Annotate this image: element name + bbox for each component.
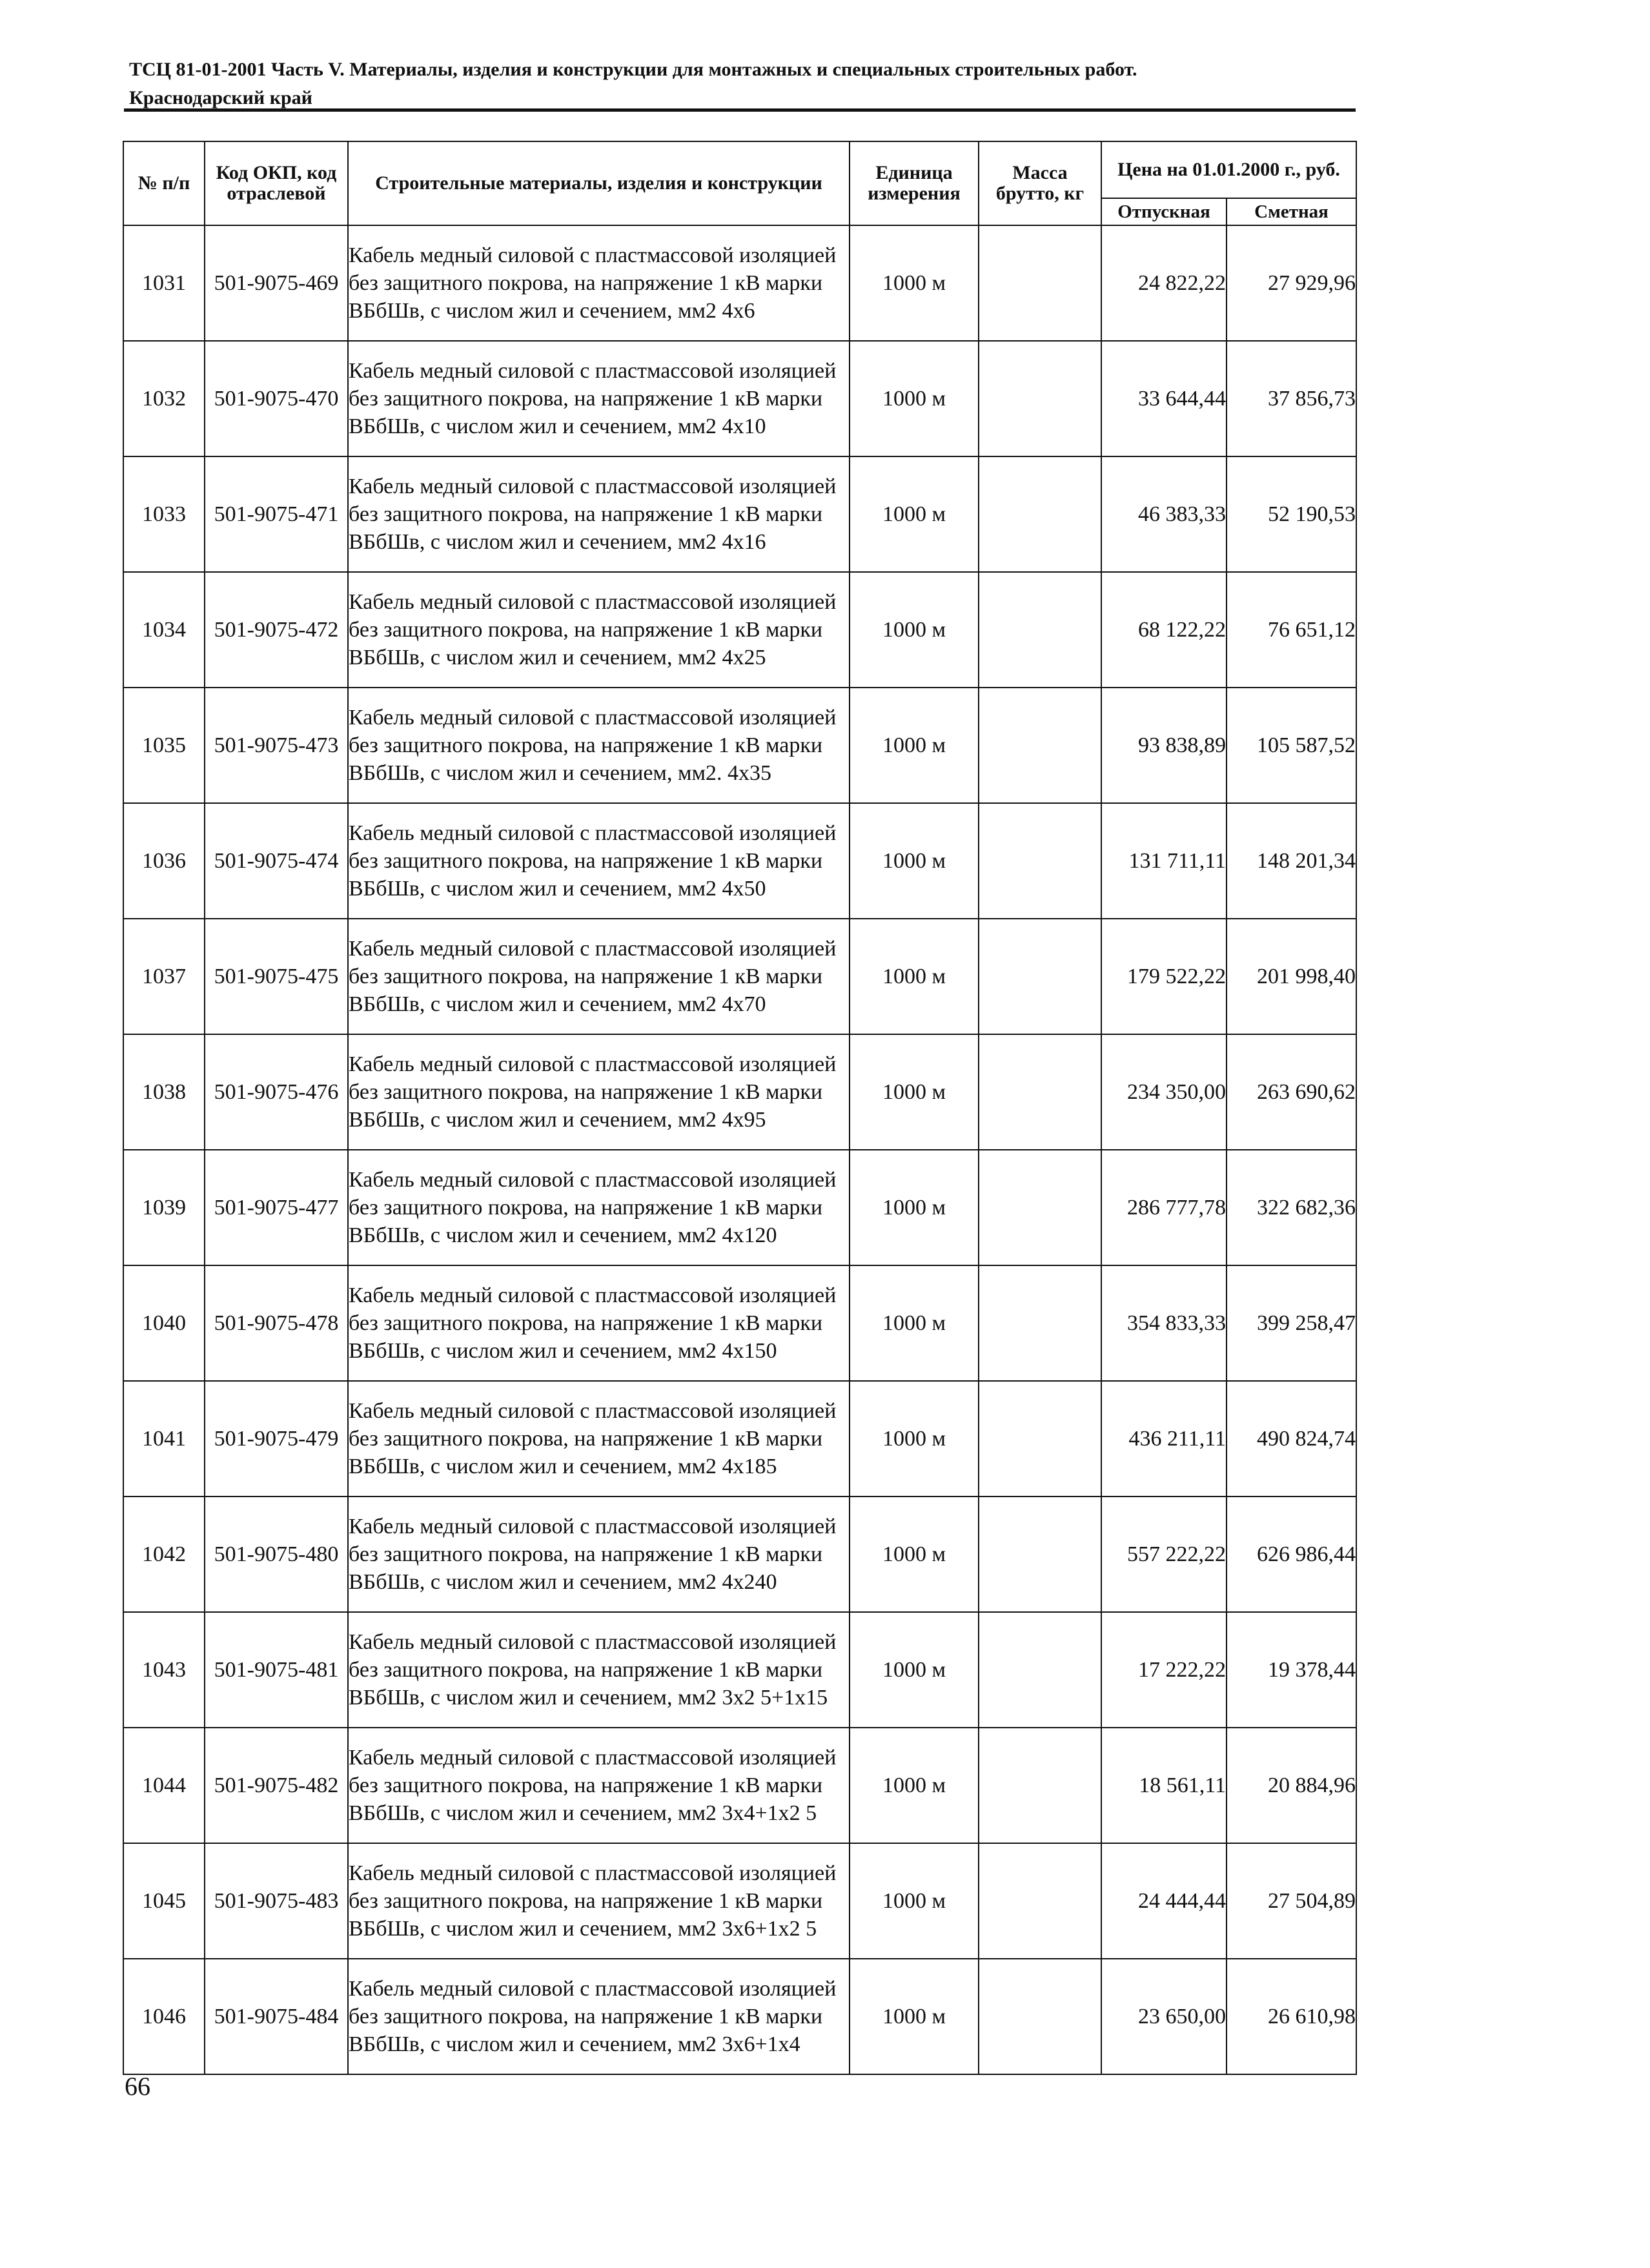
row-release-price: 354 833,33 [1101, 1265, 1227, 1381]
table-row [123, 1959, 1356, 2074]
row-unit: 1000 м [850, 1497, 979, 1612]
row-release-price: 18 561,11 [1101, 1728, 1227, 1843]
row-estimate-price: 52 190,53 [1227, 456, 1356, 572]
row-estimate-price: 322 682,36 [1227, 1150, 1356, 1265]
row-estimate-price: 20 884,96 [1227, 1728, 1356, 1843]
row-unit: 1000 м [850, 919, 979, 1034]
row-number: 1045 [123, 1843, 205, 1959]
row-mass [979, 919, 1101, 1034]
row-unit: 1000 м [850, 1843, 979, 1959]
col-num-header: № п/п [123, 141, 205, 225]
row-release-price: 23 650,00 [1101, 1959, 1227, 2074]
row-mass [979, 1612, 1101, 1728]
row-mass [979, 1959, 1101, 2074]
row-release-price: 131 711,11 [1101, 803, 1227, 919]
row-estimate-price: 148 201,34 [1227, 803, 1356, 919]
row-number: 1037 [123, 919, 205, 1034]
row-estimate-price: 19 378,44 [1227, 1612, 1356, 1728]
row-number: 1046 [123, 1959, 205, 2074]
row-description: Кабель медный силовой с пластмассовой изоляцией без защитного покрова, на напряжение 1 кВ марки ВБбШв, с числом жил и сечением, мм2 3х6+1х4 [348, 1959, 850, 2074]
row-code: 501-9075-477 [205, 1150, 348, 1265]
row-number: 1036 [123, 803, 205, 919]
row-mass [979, 803, 1101, 919]
row-description: Кабель медный силовой с пластмассовой изоляцией без защитного покрова, на напряжение 1 кВ марки ВБбШв, с числом жил и сечением, мм2 4х240 [348, 1497, 850, 1612]
row-release-price: 17 222,22 [1101, 1612, 1227, 1728]
row-description: Кабель медный силовой с пластмассовой изоляцией без защитного покрова, на напряжение 1 кВ марки ВБбШв, с числом жил и сечением, мм2 4х150 [348, 1265, 850, 1381]
row-estimate-price: 37 856,73 [1227, 341, 1356, 456]
table-row [123, 803, 1356, 919]
row-description: Кабель медный силовой с пластмассовой изоляцией без защитного покрова, на напряжение 1 кВ марки ВБбШв, с числом жил и сечением, мм2 4х16 [348, 456, 850, 572]
row-estimate-price: 27 929,96 [1227, 225, 1356, 341]
row-estimate-price: 105 587,52 [1227, 688, 1356, 803]
row-mass [979, 1150, 1101, 1265]
row-estimate-price: 201 998,40 [1227, 919, 1356, 1034]
row-unit: 1000 м [850, 572, 979, 688]
row-code: 501-9075-481 [205, 1612, 348, 1728]
row-mass [979, 341, 1101, 456]
price-table [123, 141, 1357, 2075]
row-description: Кабель медный силовой с пластмассовой изоляцией без защитного покрова, на напряжение 1 кВ марки ВБбШв, с числом жил и сечением, мм2 4х10 [348, 341, 850, 456]
row-code: 501-9075-484 [205, 1959, 348, 2074]
row-release-price: 436 211,11 [1101, 1381, 1227, 1497]
row-estimate-price: 263 690,62 [1227, 1034, 1356, 1150]
row-unit: 1000 м [850, 1034, 979, 1150]
row-code: 501-9075-473 [205, 688, 348, 803]
row-number: 1032 [123, 341, 205, 456]
table-row [123, 1150, 1356, 1265]
row-number: 1038 [123, 1034, 205, 1150]
row-code: 501-9075-479 [205, 1381, 348, 1497]
row-unit: 1000 м [850, 1728, 979, 1843]
row-unit: 1000 м [850, 1959, 979, 2074]
row-mass [979, 1497, 1101, 1612]
table-row [123, 1034, 1356, 1150]
row-estimate-price: 626 986,44 [1227, 1497, 1356, 1612]
row-release-price: 24 444,44 [1101, 1843, 1227, 1959]
row-code: 501-9075-474 [205, 803, 348, 919]
col-release-price-header: Отпускная [1101, 198, 1227, 225]
header-title: ТСЦ 81-01-2001 Часть V. Материалы, изделия и конструкции для монтажных и специальных строительных работ. [129, 59, 1137, 80]
row-estimate-price: 399 258,47 [1227, 1265, 1356, 1381]
row-release-price: 179 522,22 [1101, 919, 1227, 1034]
row-code: 501-9075-476 [205, 1034, 348, 1150]
row-estimate-price: 490 824,74 [1227, 1381, 1356, 1497]
row-unit: 1000 м [850, 1265, 979, 1381]
row-unit: 1000 м [850, 341, 979, 456]
table-row [123, 456, 1356, 572]
row-code: 501-9075-480 [205, 1497, 348, 1612]
row-estimate-price: 27 504,89 [1227, 1843, 1356, 1959]
row-mass [979, 225, 1101, 341]
row-estimate-price: 26 610,98 [1227, 1959, 1356, 2074]
row-number: 1040 [123, 1265, 205, 1381]
row-description: Кабель медный силовой с пластмассовой изоляцией без защитного покрова, на напряжение 1 кВ марки ВБбШв, с числом жил и сечением, мм2 4х25 [348, 572, 850, 688]
row-code: 501-9075-478 [205, 1265, 348, 1381]
row-code: 501-9075-483 [205, 1843, 348, 1959]
row-unit: 1000 м [850, 803, 979, 919]
row-unit: 1000 м [850, 1381, 979, 1497]
header-divider [124, 108, 1356, 112]
row-unit: 1000 м [850, 688, 979, 803]
row-description: Кабель медный силовой с пластмассовой изоляцией без защитного покрова, на напряжение 1 кВ марки ВБбШв, с числом жил и сечением, мм2 4х70 [348, 919, 850, 1034]
row-release-price: 557 222,22 [1101, 1497, 1227, 1612]
row-description: Кабель медный силовой с пластмассовой изоляцией без защитного покрова, на напряжение 1 кВ марки ВБбШв, с числом жил и сечением, мм2 4х50 [348, 803, 850, 919]
table-row [123, 225, 1356, 341]
row-unit: 1000 м [850, 1150, 979, 1265]
row-mass [979, 688, 1101, 803]
row-mass [979, 456, 1101, 572]
row-description: Кабель медный силовой с пластмассовой изоляцией без защитного покрова, на напряжение 1 кВ марки ВБбШв, с числом жил и сечением, мм2 4х95 [348, 1034, 850, 1150]
table-row [123, 688, 1356, 803]
row-number: 1031 [123, 225, 205, 341]
row-mass [979, 572, 1101, 688]
row-release-price: 234 350,00 [1101, 1034, 1227, 1150]
row-description: Кабель медный силовой с пластмассовой изоляцией без защитного покрова, на напряжение 1 кВ марки ВБбШв, с числом жил и сечением, мм2 3х4+1х2 5 [348, 1728, 850, 1843]
row-code: 501-9075-475 [205, 919, 348, 1034]
row-release-price: 286 777,78 [1101, 1150, 1227, 1265]
row-number: 1033 [123, 456, 205, 572]
row-code: 501-9075-470 [205, 341, 348, 456]
table-row [123, 1728, 1356, 1843]
row-unit: 1000 м [850, 1612, 979, 1728]
table-row [123, 341, 1356, 456]
col-mass-header: Масса брутто, кг [979, 141, 1101, 225]
table-row [123, 1612, 1356, 1728]
row-mass [979, 1381, 1101, 1497]
row-code: 501-9075-482 [205, 1728, 348, 1843]
row-description: Кабель медный силовой с пластмассовой изоляцией без защитного покрова, на напряжение 1 кВ марки ВБбШв, с числом жил и сечением, мм2 4х6 [348, 225, 850, 341]
col-code-header: Код ОКП, код отраслевой [205, 141, 348, 225]
row-number: 1034 [123, 572, 205, 688]
col-unit-header: Единица измерения [850, 141, 979, 225]
col-name-header: Строительные материалы, изделия и конструкции [348, 141, 850, 225]
row-number: 1039 [123, 1150, 205, 1265]
row-release-price: 46 383,33 [1101, 456, 1227, 572]
row-release-price: 24 822,22 [1101, 225, 1227, 341]
header-row [123, 141, 1356, 198]
row-release-price: 33 644,44 [1101, 341, 1227, 456]
row-number: 1042 [123, 1497, 205, 1612]
table-row [123, 919, 1356, 1034]
table-row [123, 1381, 1356, 1497]
header-region: Краснодарский край [129, 87, 312, 108]
col-estimate-price-header: Сметная [1227, 198, 1356, 225]
row-code: 501-9075-472 [205, 572, 348, 688]
row-release-price: 68 122,22 [1101, 572, 1227, 688]
row-unit: 1000 м [850, 225, 979, 341]
row-number: 1041 [123, 1381, 205, 1497]
table-row [123, 572, 1356, 688]
row-description: Кабель медный силовой с пластмассовой изоляцией без защитного покрова, на напряжение 1 кВ марки ВБбШв, с числом жил и сечением, мм2 4х185 [348, 1381, 850, 1497]
row-mass [979, 1265, 1101, 1381]
row-code: 501-9075-471 [205, 456, 348, 572]
table-row [123, 1497, 1356, 1612]
row-description: Кабель медный силовой с пластмассовой изоляцией без защитного покрова, на напряжение 1 кВ марки ВБбШв, с числом жил и сечением, мм2. 4х35 [348, 688, 850, 803]
table-row [123, 1843, 1356, 1959]
row-description: Кабель медный силовой с пластмассовой изоляцией без защитного покрова, на напряжение 1 кВ марки ВБбШв, с числом жил и сечением, мм2 4х120 [348, 1150, 850, 1265]
page-number: 66 [125, 2072, 150, 2101]
row-code: 501-9075-469 [205, 225, 348, 341]
row-mass [979, 1728, 1101, 1843]
row-number: 1043 [123, 1612, 205, 1728]
page-header [129, 56, 1356, 112]
table-row [123, 1265, 1356, 1381]
row-description: Кабель медный силовой с пластмассовой изоляцией без защитного покрова, на напряжение 1 кВ марки ВБбШв, с числом жил и сечением, мм2 3х6+1х2 5 [348, 1843, 850, 1959]
col-price-group-header: Цена на 01.01.2000 г., руб. [1101, 141, 1356, 198]
row-mass [979, 1843, 1101, 1959]
row-release-price: 93 838,89 [1101, 688, 1227, 803]
row-description: Кабель медный силовой с пластмассовой изоляцией без защитного покрова, на напряжение 1 кВ марки ВБбШв, с числом жил и сечением, мм2 3х2 5+1х15 [348, 1612, 850, 1728]
row-number: 1044 [123, 1728, 205, 1843]
row-estimate-price: 76 651,12 [1227, 572, 1356, 688]
row-mass [979, 1034, 1101, 1150]
row-unit: 1000 м [850, 456, 979, 572]
row-number: 1035 [123, 688, 205, 803]
